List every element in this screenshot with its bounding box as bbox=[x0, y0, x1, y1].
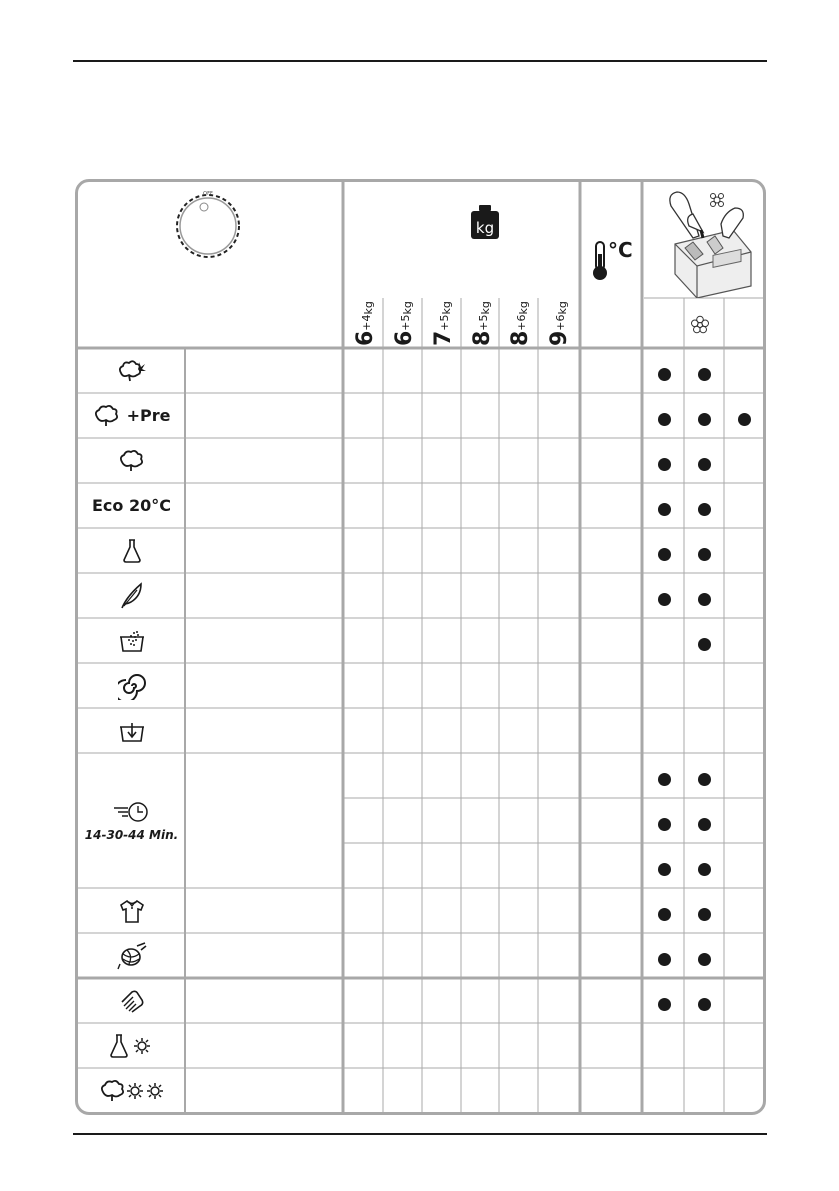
detergent-dot bbox=[698, 773, 711, 786]
quick-wash-icon bbox=[112, 800, 152, 824]
program-icon-cell bbox=[78, 933, 185, 978]
svg-text:OFF: OFF bbox=[203, 191, 213, 197]
load-capacity-label: $8_{+6}kg$ bbox=[508, 301, 533, 346]
program-icon-cell bbox=[78, 573, 185, 618]
detergent-dot bbox=[658, 413, 671, 426]
feather-icon bbox=[119, 582, 145, 610]
detergent-drawer-icon bbox=[663, 186, 759, 298]
program-icon-cell bbox=[78, 663, 185, 708]
detergent-dot bbox=[658, 908, 671, 921]
detergent-dot bbox=[658, 503, 671, 516]
program-icon-cell bbox=[78, 393, 185, 438]
load-capacity-label: $8_{+5}kg$ bbox=[470, 301, 495, 346]
program-icon-cell bbox=[78, 978, 185, 1023]
load-capacity-label: $7_{+5}kg$ bbox=[431, 301, 456, 346]
cotton-stain-icon bbox=[117, 359, 147, 383]
detergent-dot bbox=[658, 818, 671, 831]
detergent-dot bbox=[698, 368, 711, 381]
hand-wash-icon bbox=[118, 988, 146, 1014]
detergent-dot bbox=[658, 953, 671, 966]
program-icon-cell bbox=[78, 753, 185, 888]
program-icon-cell bbox=[78, 618, 185, 663]
svg-text:kg: kg bbox=[475, 219, 495, 237]
detergent-dot bbox=[658, 458, 671, 471]
detergent-dot bbox=[658, 368, 671, 381]
detergent-dot bbox=[698, 863, 711, 876]
program-icon-cell bbox=[78, 1023, 185, 1068]
detergent-dot bbox=[698, 503, 711, 516]
detergent-dot bbox=[738, 413, 751, 426]
program-label: +Pre bbox=[126, 406, 171, 425]
detergent-dot bbox=[658, 863, 671, 876]
program-icon-cell bbox=[78, 483, 185, 528]
detergent-dot bbox=[658, 773, 671, 786]
detergent-dot bbox=[658, 593, 671, 606]
weight-icon bbox=[470, 204, 500, 240]
detergent-dot bbox=[658, 998, 671, 1011]
spin-icon bbox=[118, 672, 146, 700]
easy-care-flask-sun-icon bbox=[109, 1033, 155, 1059]
load-capacity-label: $9_{+6}kg$ bbox=[547, 301, 572, 346]
detergent-dot bbox=[698, 638, 711, 651]
drain-icon bbox=[118, 719, 146, 743]
detergent-dot bbox=[698, 908, 711, 921]
detergent-dot bbox=[698, 593, 711, 606]
detergent-dot bbox=[698, 458, 711, 471]
program-icon-cell bbox=[78, 888, 185, 933]
detergent-dot bbox=[698, 998, 711, 1011]
detergent-dot bbox=[698, 818, 711, 831]
load-capacity-label: $6_{+4}kg$ bbox=[353, 301, 378, 346]
detergent-dot bbox=[698, 953, 711, 966]
quick-wash-duration-label: 14-30-44 Min. bbox=[84, 827, 179, 842]
detergent-dot bbox=[698, 548, 711, 561]
detergent-dot bbox=[658, 548, 671, 561]
detergent-dot bbox=[698, 413, 711, 426]
program-icon-cell bbox=[78, 528, 185, 573]
wool-icon bbox=[117, 942, 147, 970]
program-icon-cell bbox=[78, 708, 185, 753]
load-capacity-label: $6_{+5}kg$ bbox=[392, 301, 417, 346]
cotton-icon bbox=[118, 449, 146, 473]
cotton-two-sun-icon bbox=[99, 1079, 165, 1103]
rinse-icon bbox=[118, 629, 146, 653]
program-table bbox=[75, 179, 766, 1115]
program-dial-icon bbox=[172, 188, 244, 260]
program-icon-cell bbox=[78, 438, 185, 483]
bottom-rule bbox=[73, 1133, 767, 1135]
easy-care-flask-icon bbox=[122, 538, 142, 564]
thermometer-icon bbox=[590, 240, 610, 282]
shirt-icon bbox=[118, 898, 146, 924]
program-icon-cell bbox=[78, 1068, 185, 1113]
temperature-unit: °C bbox=[608, 238, 633, 262]
softener-flower-icon bbox=[690, 315, 710, 335]
top-rule bbox=[73, 60, 767, 62]
program-icon-cell bbox=[78, 348, 185, 393]
program-label: Eco 20°C bbox=[92, 496, 171, 515]
cotton-icon bbox=[93, 404, 121, 428]
